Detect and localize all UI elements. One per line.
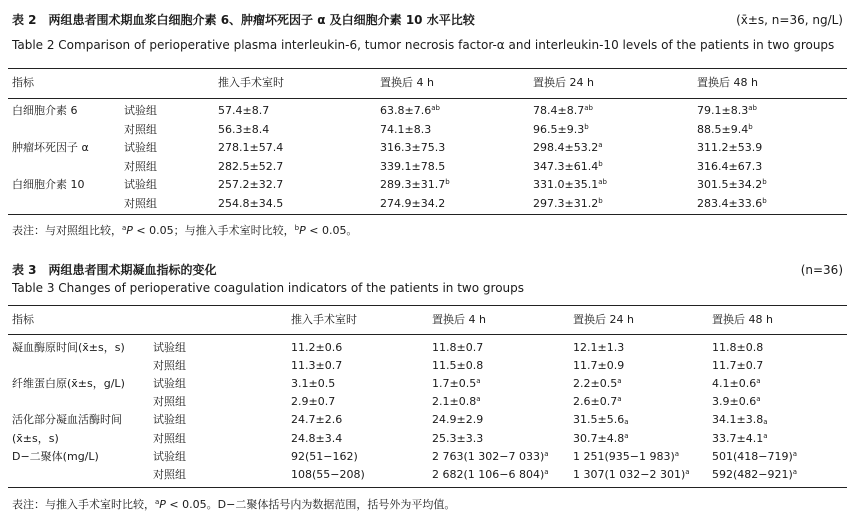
table2-title-en: Table 2 Comparison of perioperative plasma interleukin-6, tumor necrosis factor-α and interleukin-10 levels of the patients in two groups (12, 38, 835, 52)
table3-significance-mark: a (792, 467, 798, 476)
table3-value-cell (712, 394, 761, 410)
table3-value-cell (432, 412, 483, 428)
table2-value-text: 339.1±78.5 (380, 159, 446, 173)
table2-group-cell: 试验组 (124, 141, 157, 155)
table2-title-en-line (12, 37, 843, 53)
table3-value-cell (291, 358, 342, 374)
table3-value-cell (573, 376, 622, 392)
table2-value-text: 78.4±8.7 (533, 104, 585, 117)
table3-value-text: 11.8±0.8 (712, 341, 764, 354)
table2-significance-mark: ab (584, 104, 593, 112)
table3-value-text: 3.1±0.5 (291, 377, 336, 391)
table3-header-cell: 指标 (12, 313, 34, 326)
table2-group-cell: 试验组 (124, 104, 157, 117)
table2-note-text: 表注：与对照组比较，$^a$P < 0.05；与推入手术室时比较，$^b$P < 0.05。 (12, 224, 358, 237)
table2-value-cell (697, 103, 757, 119)
table2-value-cell (218, 159, 283, 175)
table3-significance-mark: a (544, 449, 549, 458)
table3-value-text: 11.5±0.8 (432, 359, 484, 373)
table2-significance-mark: b (445, 178, 450, 187)
table3-significance-mark: a (476, 395, 481, 404)
table3-value-text: 30.7±4.8 (573, 431, 625, 445)
table3-value-cell (712, 358, 763, 374)
table3-group-cell: 试验组 (153, 413, 186, 427)
table2-value-text: 298.4±53.2 (533, 141, 599, 155)
table2-value-cell (380, 196, 445, 212)
table2-value-cell (533, 103, 593, 119)
table2-value-cell (218, 177, 283, 193)
table2-value-cell (533, 177, 607, 193)
table3-value-cell (291, 431, 342, 447)
table2-value-cell (533, 140, 603, 156)
table2-title-cn: 表 2 两组患者围术期血浆白细胞介素 6、肿瘤坏死因子 α 及白细胞介素 10 水平比较 (12, 13, 475, 27)
table2-value-cell (380, 140, 445, 156)
table2-value-cell (218, 196, 283, 212)
table3-value-cell (432, 340, 483, 356)
table3-value-cell (432, 376, 481, 392)
table3-group-cell: 试验组 (153, 377, 186, 391)
table2-value-text: 301.5±34.2 (697, 178, 763, 192)
table2-value-cell (380, 103, 440, 119)
table3-value-text: 24.9±2.9 (432, 413, 484, 427)
table3-value-text: 3.9±0.6 (712, 395, 757, 409)
table3-group-cell: 试验组 (153, 341, 186, 354)
table2-value-cell (697, 196, 767, 212)
table2-bottom-rule (8, 214, 847, 215)
table2-value-text: 316.4±67.3 (697, 159, 763, 173)
table2-header-rule (8, 98, 847, 99)
table3-value-text: 1.7±0.5 (432, 377, 477, 391)
table3-value-text: 11.7±0.9 (573, 359, 625, 373)
table3-title-stats: (n=36) (800, 263, 843, 277)
table2-significance-mark: ab (598, 178, 607, 187)
table3-value-text: 33.7±4.1 (712, 431, 764, 445)
table3-value-text: 2.9±0.7 (291, 395, 336, 409)
table3-group-cell: 对照组 (153, 359, 186, 373)
table3-significance-mark: a (792, 449, 798, 458)
table2-significance-mark: ab (431, 104, 440, 112)
table3-value-text: 11.2±0.6 (291, 341, 343, 354)
table3-note-text: 表注：与推入手术室时比较，$^a$P < 0.05。D−二聚体括号内为数据范围，括号外为平均值。 (12, 498, 456, 511)
table2-value-cell (218, 103, 269, 119)
table3-group-cell: 试验组 (153, 449, 186, 463)
table2-value-text: 254.8±34.5 (218, 197, 284, 210)
table2-header-cell: 置换后 48 h (697, 76, 758, 89)
table2-value-cell (218, 140, 283, 156)
table3-indicator-cell: 纤维蛋白原(x̄±s，g/L) (12, 377, 125, 391)
table2-value-text: 316.3±75.3 (380, 141, 446, 155)
table3-group-cell: 对照组 (153, 467, 186, 481)
table3-value-cell (432, 394, 481, 410)
table3-value-cell (573, 394, 622, 410)
table3-value-cell (432, 358, 483, 374)
table2-value-text: 331.0±35.1 (533, 178, 599, 192)
table3-indicator-cell: 凝血酶原时间(x̄±s，s) (12, 341, 125, 354)
table3-value-text: 31.5±5.6 (573, 413, 625, 427)
table2-value-cell (218, 122, 269, 138)
table3-significance-mark: a (685, 467, 690, 476)
table3-significance-mark: a (476, 377, 481, 386)
table3-value-cell (712, 431, 768, 447)
table2-value-cell (380, 177, 450, 193)
table3-significance-mark: a (763, 431, 768, 440)
table2-value-cell (697, 122, 753, 138)
table2-value-cell (380, 122, 431, 138)
table3-value-cell (712, 467, 797, 483)
table3-value-text: 2.1±0.8 (432, 395, 477, 409)
table2-value-text: 311.2±53.9 (697, 141, 763, 155)
table2-value-text: 56.3±8.4 (218, 122, 270, 136)
table3-value-text: 2.2±0.5 (573, 377, 618, 391)
table2-indicator-cell: 白细胞介素 6 (12, 104, 78, 117)
table3-value-text: 92(51−162) (291, 449, 358, 463)
table2-value-text: 79.1±8.3 (697, 104, 749, 117)
table3-significance-mark: a (617, 377, 622, 386)
table3-value-text: 24.7±2.6 (291, 413, 343, 427)
table2-value-text: 257.2±32.7 (218, 178, 284, 192)
table2-significance-mark: b (598, 197, 603, 205)
table2-header-cell: 置换后 4 h (380, 76, 434, 89)
table3-significance-mark: a (624, 418, 629, 427)
table2-value-text: 297.3±31.2 (533, 197, 599, 210)
table2-group-cell: 试验组 (124, 178, 157, 192)
table2-indicator-cell: 肿瘤坏死因子 α (12, 141, 89, 155)
table3-title-line (12, 262, 843, 278)
table2-significance-mark: ab (748, 104, 757, 112)
table3-value-cell (291, 412, 342, 428)
table2-value-cell (697, 140, 762, 156)
table2-significance-mark: b (598, 159, 603, 168)
table2-value-text: 282.5±52.7 (218, 159, 284, 173)
table2-significance-mark: b (584, 122, 589, 131)
table3-value-text: 11.8±0.7 (432, 341, 484, 354)
table3-value-text: 24.8±3.4 (291, 431, 343, 445)
table2-top-rule (8, 68, 847, 69)
table3-value-cell (432, 431, 483, 447)
table3-value-text: 2 763(1 302−7 033) (432, 449, 545, 463)
table3-indicator-cell: 活化部分凝血活酶时间 (12, 413, 122, 427)
table3-note (12, 497, 455, 513)
table3-title-en: Table 3 Changes of perioperative coagulation indicators of the patients in two groups (12, 281, 525, 295)
table2-group-cell: 对照组 (124, 197, 157, 210)
table2-value-cell (533, 196, 603, 212)
table3-value-cell (432, 449, 549, 465)
table3-value-cell (712, 449, 797, 465)
table3-value-cell (291, 467, 365, 483)
table3-value-text: 4.1±0.6 (712, 377, 757, 391)
table2-value-text: 289.3±31.7 (380, 178, 446, 192)
table3-value-text: 25.3±3.3 (432, 431, 484, 445)
table2-value-text: 63.8±7.6 (380, 104, 432, 117)
table2-title-line (12, 12, 843, 28)
table3-value-text: 11.7±0.7 (712, 359, 764, 373)
table3-value-text: 108(55−208) (291, 467, 365, 481)
table3-significance-mark: a (756, 377, 761, 386)
table2-significance-mark: b (762, 197, 767, 205)
table3-value-text: 12.1±1.3 (573, 341, 625, 354)
table3-value-cell (573, 412, 629, 428)
table3-significance-mark: a (617, 395, 622, 404)
table2-value-text: 283.4±33.6 (697, 197, 763, 210)
table3-indicator-cell: D−二聚体(mg/L) (12, 449, 99, 463)
table2-indicator-cell: 白细胞介素 10 (12, 178, 85, 192)
table3-title-en-line (12, 280, 843, 296)
table2-value-cell (533, 159, 603, 175)
table3-value-text: 592(482−921) (712, 467, 793, 481)
table2-value-cell (380, 159, 445, 175)
table3-bottom-rule (8, 487, 847, 488)
table2-value-text: 57.4±8.7 (218, 104, 270, 117)
table2-value-text: 96.5±9.3 (533, 122, 585, 136)
table3-value-cell (573, 358, 624, 374)
table3-value-cell (712, 340, 763, 356)
table3-header-cell: 推入手术室时 (291, 313, 357, 326)
table2-group-cell: 对照组 (124, 159, 157, 173)
table3-value-cell (712, 376, 761, 392)
table2-value-cell (533, 122, 589, 138)
table3-value-text: 34.1±3.8 (712, 413, 764, 427)
table2-value-text: 347.3±61.4 (533, 159, 599, 173)
table3-value-text: 501(418−719) (712, 449, 793, 463)
table3-value-cell (573, 449, 679, 465)
table3-value-cell (291, 449, 358, 465)
table3-header-cell: 置换后 48 h (712, 313, 773, 326)
table2-value-text: 274.9±34.2 (380, 197, 446, 210)
table3-group-cell: 对照组 (153, 431, 186, 445)
table3-value-cell (291, 394, 335, 410)
table3-significance-mark: a (756, 395, 761, 404)
table2-title-stats: (x̄±s, n=36, ng/L) (736, 13, 843, 27)
table3-significance-mark: a (544, 467, 549, 476)
table3-value-cell (573, 340, 624, 356)
table2-value-cell (697, 177, 767, 193)
table2-header-cell: 指标 (12, 76, 34, 89)
table2-header-cell: 置换后 24 h (533, 76, 594, 89)
table3-significance-mark: a (624, 431, 629, 440)
table2-value-cell (697, 159, 762, 175)
table3-value-cell (291, 340, 342, 356)
table3-value-text: 11.3±0.7 (291, 359, 343, 373)
table2-value-text: 278.1±57.4 (218, 141, 284, 155)
table3-value-cell (573, 467, 690, 483)
table3-indicator-cell: (x̄±s，s) (12, 431, 59, 445)
table3-header-cell: 置换后 24 h (573, 313, 634, 326)
table3-header-cell: 置换后 4 h (432, 313, 486, 326)
table3-value-cell (712, 412, 768, 428)
table2-note (12, 223, 357, 239)
table3-value-text: 1 251(935−1 983) (573, 449, 675, 463)
table3-value-text: 2.6±0.7 (573, 395, 618, 409)
table3-group-cell: 对照组 (153, 395, 186, 409)
table2-significance-mark: b (762, 178, 767, 187)
table3-significance-mark: a (674, 449, 680, 458)
table3-value-cell (432, 467, 549, 483)
table2-value-text: 88.5±9.4 (697, 122, 749, 136)
table3-top-rule (8, 305, 847, 306)
table3-title-cn: 表 3 两组患者围术期凝血指标的变化 (12, 263, 217, 277)
table2-significance-mark: a (598, 141, 603, 150)
table2-group-cell: 对照组 (124, 122, 157, 136)
table2-significance-mark: b (748, 122, 753, 131)
table2-value-text: 74.1±8.3 (380, 122, 432, 136)
table3-header-rule (8, 334, 847, 335)
table3-significance-mark: a (763, 418, 768, 427)
table3-value-cell (573, 431, 629, 447)
table3-value-text: 2 682(1 106−6 804) (432, 467, 545, 481)
table3-value-text: 1 307(1 032−2 301) (573, 467, 686, 481)
table3-value-cell (291, 376, 335, 392)
table2-header-cell: 推入手术室时 (218, 76, 284, 89)
